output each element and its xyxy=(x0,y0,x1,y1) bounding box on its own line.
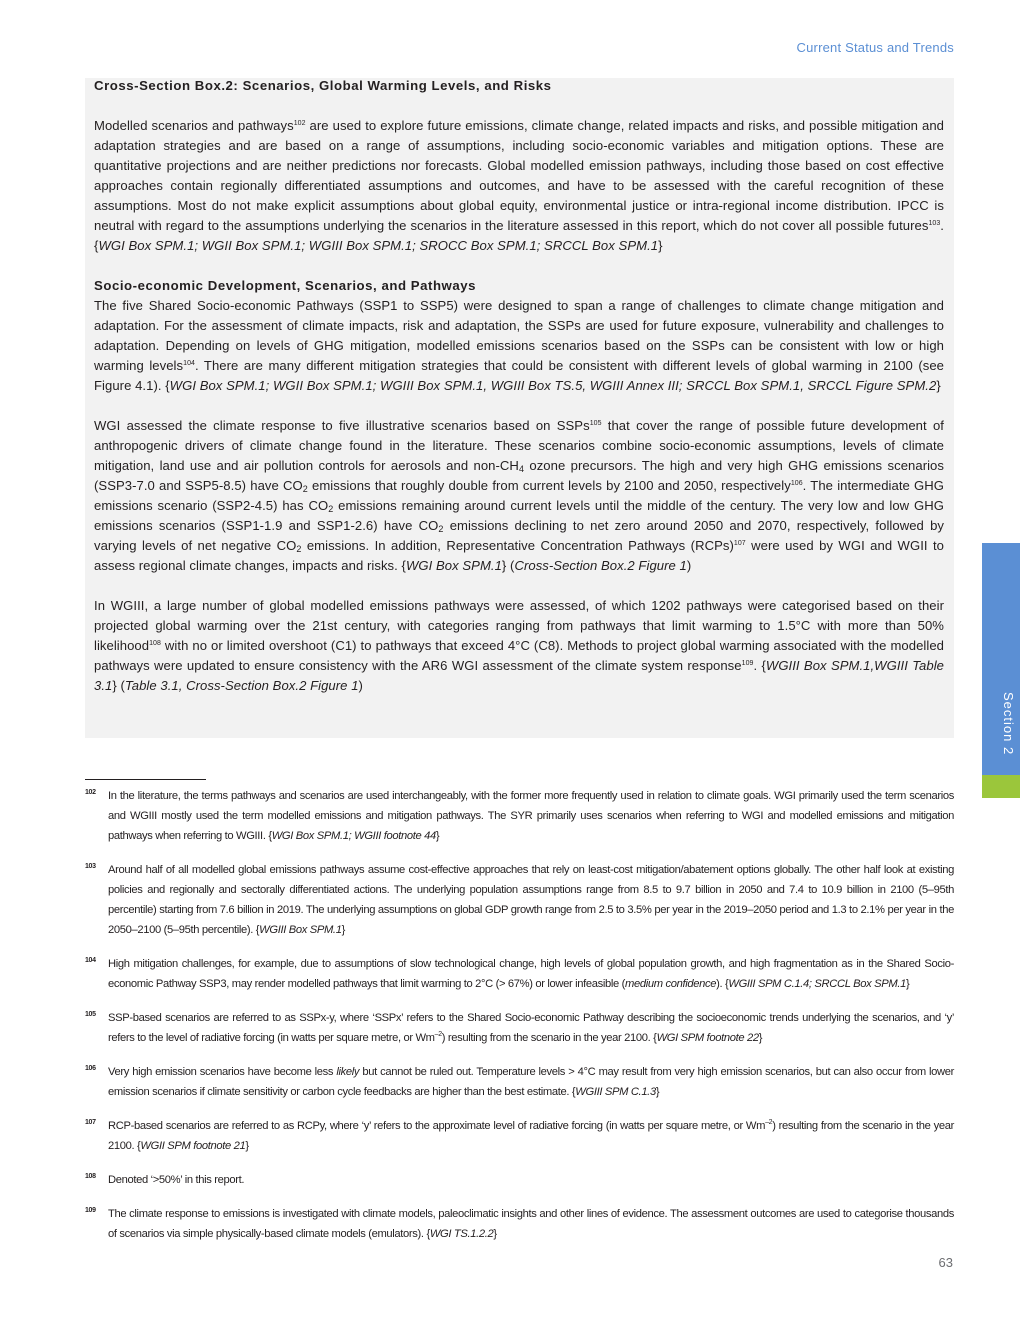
text-run: Modelled scenarios and pathways xyxy=(94,118,294,133)
text-run: In WGIII, a large number of global modelled emissions pathways were assessed, of which 1202 pathways were categorised based on their projected global warming over the 21st century, with categories ranging from pathways that limit warming to 1.5°C with more than 50% likelihood xyxy=(94,598,944,653)
text-run: RCP-based scenarios are referred to as RCPy, where ‘y’ refers to the approximate level of radiative forcing (in watts per square metre, or Wm xyxy=(108,1120,766,1132)
text-run: High mitigation challenges, for example, due to assumptions of slow technological change, high levels of global population growth, and high fragmentation as in the Shared Socio-economic Pathway SSP3, may render modelled pathways that limit warming to 2°C (> 67%) or lower infeasible ( xyxy=(108,958,954,990)
footnote-109 xyxy=(85,1204,954,1244)
box-subtitle: Socio-economic Development, Scenarios, and Pathways xyxy=(94,278,477,293)
footnote-ref-105[interactable]: 105 xyxy=(589,420,602,427)
text-run: that cover the range of possible future development of anthropogenic drivers of climate change found in the literature. These scenarios combine socio-economic assumptions, levels of climate mitigation, land use and air pollution controls for aerosols and non-CH xyxy=(94,418,944,473)
text-run: ) xyxy=(358,678,363,693)
text-run: are used to explore future emissions, climate change, related impacts and risks, and possible mitigation and adaptation strategies and are based on a range of assumptions, including socio-economic variables and mitigation options. These are quantitative projections and are neither predictions nor forecasts. Global modelled emission pathways, including those based on cost effective approaches contain regionally differentiated assumptions and outcomes, and have to be assessed with the careful recognition of these assumptions. Most do not make explicit assumptions about global equity, environmental justice or intra-regional income distribution. IPCC is neutral with regard to the assumptions underlying the scenarios in the literature assessed in this report, which do not cover all possible futures xyxy=(94,118,944,233)
text-run: The climate response to emissions is investigated with climate models, paleoclimatic insights and other lines of evidence. The assessment outcomes are used to categorise thousands of scenarios via simple physically-based climate models (emulators). { xyxy=(108,1208,954,1240)
likelihood-term: likely xyxy=(336,1066,360,1078)
text-run: } xyxy=(341,924,345,936)
text-run: SSP-based scenarios are referred to as SSPx-y, where ‘SSPx’ refers to the Shared Socio-economic Pathway describing the socioeconomic trends underlying the scenarios, and ‘y’ refers to the level of radiative forcing (in watts per square metre, or Wm xyxy=(108,1012,954,1044)
footnote-text xyxy=(108,954,954,994)
footnote-text xyxy=(108,1008,954,1048)
text-run: } xyxy=(655,1086,660,1098)
superscript: –2 xyxy=(434,1031,442,1038)
footnote-ref-108[interactable]: 108 xyxy=(149,640,161,647)
text-run: with no or limited overshoot (C1) to pathways that exceed 4°C (C8). Methods to project global warming associated with the modelled pathways were updated to ensure consistency with the AR6 WGI assessment of the climate system response xyxy=(94,638,944,673)
text-run: } xyxy=(658,238,663,253)
footnote-ref-109[interactable]: 109 xyxy=(741,660,754,667)
footnote-107 xyxy=(85,1116,954,1156)
footnote-divider xyxy=(85,779,206,780)
citation: WGIII SPM C.1.4; SRCCL Box SPM.1 xyxy=(728,978,906,990)
box-title: Cross-Section Box.2: Scenarios, Global Warming Levels, and Risks xyxy=(94,78,552,93)
subscript: 2 xyxy=(328,504,334,514)
footnotes xyxy=(85,786,954,1258)
text-run: Very high emission scenarios have become less xyxy=(108,1066,337,1078)
footnote-105 xyxy=(85,1008,954,1048)
footnote-number: 104 xyxy=(85,957,96,964)
footnote-ref-102[interactable]: 102 xyxy=(293,120,306,127)
text-run: WGI assessed the climate response to five illustrative scenarios based on SSPs xyxy=(94,418,590,433)
footnote-text xyxy=(108,786,954,846)
text-run: } xyxy=(493,1228,497,1240)
text-run: ). { xyxy=(716,978,729,990)
text-run: . The intermediate GHG emissions scenario (SSP2-4.5) has CO xyxy=(94,478,944,513)
box-paragraph-4 xyxy=(94,596,944,696)
page-number: 63 xyxy=(938,1255,953,1270)
text-run: } xyxy=(905,978,910,990)
text-run: emissions remaining around current levels until the middle of the century. The very low and low GHG emissions scenarios (SSP1-1.9 and SSP1-2.6) have CO xyxy=(94,498,944,533)
text-run: were used by WGI and WGII to assess regional climate changes, impacts and risks. { xyxy=(94,538,944,573)
cross-section-box xyxy=(85,78,954,738)
footnote-108 xyxy=(85,1170,954,1190)
box-paragraph-3 xyxy=(94,416,944,576)
citation: WGIII Box SPM.1 xyxy=(259,924,342,936)
text-run: . There are many different mitigation strategies that could be consistent with different levels of global warming in 2100 (see Figure 4.1). { xyxy=(94,358,945,393)
subscript: 2 xyxy=(438,524,444,534)
text-run: } xyxy=(758,1032,763,1044)
footnote-text xyxy=(108,1062,954,1102)
citation: WGI Box SPM.1; WGIII footnote 44 xyxy=(271,830,436,842)
text-run: emissions. In addition, Representative Concentration Pathways (RCPs) xyxy=(301,538,734,553)
footnote-number: 109 xyxy=(85,1207,96,1214)
citation: WGIII Box SPM.1,WGIII Table 3.1 xyxy=(94,658,944,693)
footnote-ref-104[interactable]: 104 xyxy=(183,360,195,367)
subscript: 4 xyxy=(518,464,524,474)
citation: WGII SPM footnote 21 xyxy=(140,1140,246,1152)
footnote-text xyxy=(108,1116,954,1156)
footnote-ref-103[interactable]: 103 xyxy=(928,220,941,227)
footnote-text: Denoted ‘>50%’ in this report. xyxy=(108,1174,245,1186)
footnote-number: 107 xyxy=(85,1119,96,1126)
citation: Table 3.1, Cross-Section Box.2 Figure 1 xyxy=(124,678,359,693)
footnote-ref-107[interactable]: 107 xyxy=(733,540,746,547)
footnote-text xyxy=(108,1204,954,1244)
footnote-102 xyxy=(85,786,954,846)
citation: WGI SPM footnote 22 xyxy=(656,1032,759,1044)
citation: WGI Box SPM.1; WGII Box SPM.1; WGIII Box SPM.1, WGIII Box TS.5, WGIII Annex III; SRCCL Box SPM.1, SRCCL Figure SPM.2 xyxy=(169,378,937,393)
citation: WGI TS.1.2.2 xyxy=(429,1228,494,1240)
text-run: emissions declining to net zero around 2050 and 2070, respectively, followed by varying levels of net negative CO xyxy=(94,518,944,553)
text-run: ) resulting from the scenario in the year 2100. { xyxy=(441,1032,657,1044)
footnote-103 xyxy=(85,860,954,940)
citation: WGI Box SPM.1 xyxy=(405,558,502,573)
footnote-ref-106[interactable]: 106 xyxy=(790,480,803,487)
footnote-number: 106 xyxy=(85,1065,96,1072)
subscript: 2 xyxy=(302,484,308,494)
footnote-number: 105 xyxy=(85,1011,96,1018)
footnote-106 xyxy=(85,1062,954,1102)
footnote-number: 108 xyxy=(85,1173,96,1180)
box-paragraph-1 xyxy=(94,116,944,256)
text-run: ) resulting from the scenario in the year 2100. { xyxy=(108,1120,954,1152)
text-run: } ( xyxy=(501,558,515,573)
section-tab-accent xyxy=(982,775,1020,798)
citation: Cross-Section Box.2 Figure 1 xyxy=(514,558,687,573)
footnote-text xyxy=(108,860,954,940)
text-run: ozone precursors. The high and very high GHG emissions scenarios (SSP3-7.0 and SSP5-8.5) have CO xyxy=(94,458,944,493)
text-run: Around half of all modelled global emissions pathways assume cost-effective approaches that rely on least-cost mitigation/abatement options globally. The other half look at existing policies and regionally and sectorally differentiated actions. The underlying population assumptions range from 8.5 to 9.7 billion in 2050 and 7.4 to 10.9 billion in 2100 (5–95th percentile) starting from 7.6 billion in 2019. The underlying assumptions on global GDP growth range from 2.5 to 3.5% per year in the 2019–2050 period and 1.3 to 2.1% per year in the 2050–2100 (5–95th percentile). { xyxy=(108,864,954,936)
text-run: The five Shared Socio-economic Pathways (SSP1 to SSP5) were designed to span a range of challenges to climate change mitigation and adaptation. For the assessment of climate impacts, risk and adaptation, the SSPs are used for future exposure, vulnerability and challenges to adaptation. Depending on levels of GHG mitigation, modelled emissions scenarios based on the SSPs can be consistent with low or high warming levels xyxy=(94,298,944,373)
text-run: but cannot be ruled out. Temperature levels > 4°C may result from very high emission scenarios, but can also occur from lower emission scenarios if climate sensitivity or carbon cycle feedbacks are higher than the best estimate. { xyxy=(108,1066,954,1098)
text-run: } xyxy=(936,378,941,393)
text-run: . { xyxy=(94,218,944,253)
footnote-104 xyxy=(85,954,954,994)
text-run: ) xyxy=(686,558,692,573)
confidence-term: medium confidence xyxy=(625,978,717,990)
text-run: . { xyxy=(753,658,766,673)
section-tab-label[interactable]: Section 2 xyxy=(1001,692,1016,756)
running-head: Current Status and Trends xyxy=(796,40,954,55)
footnote-number: 102 xyxy=(85,789,96,796)
text-run: } xyxy=(245,1140,249,1152)
subscript: 2 xyxy=(296,544,302,554)
text-run: } ( xyxy=(112,678,125,693)
citation: WGIII SPM C.1.3 xyxy=(575,1086,656,1098)
footnote-number: 103 xyxy=(85,863,96,870)
text-run: In the literature, the terms pathways and scenarios are used interchangeably, with the former more frequently used in relation to climate goals. WGI primarily used the term scenarios and WGIII mostly used the term modelled emissions and mitigation pathways. The SYR primarily uses scenarios when referring to WGI and modelled emissions and mitigation pathways when referring to WGIII. { xyxy=(108,790,954,842)
citation: WGI Box SPM.1; WGII Box SPM.1; WGIII Box SPM.1; SROCC Box SPM.1; SRCCL Box SPM.1 xyxy=(98,238,659,253)
text-run: emissions that roughly double from current levels by 2100 and 2050, respectively xyxy=(307,478,791,493)
text-run: } xyxy=(435,830,440,842)
box-paragraph-2 xyxy=(94,296,944,396)
superscript: –2 xyxy=(765,1119,773,1126)
